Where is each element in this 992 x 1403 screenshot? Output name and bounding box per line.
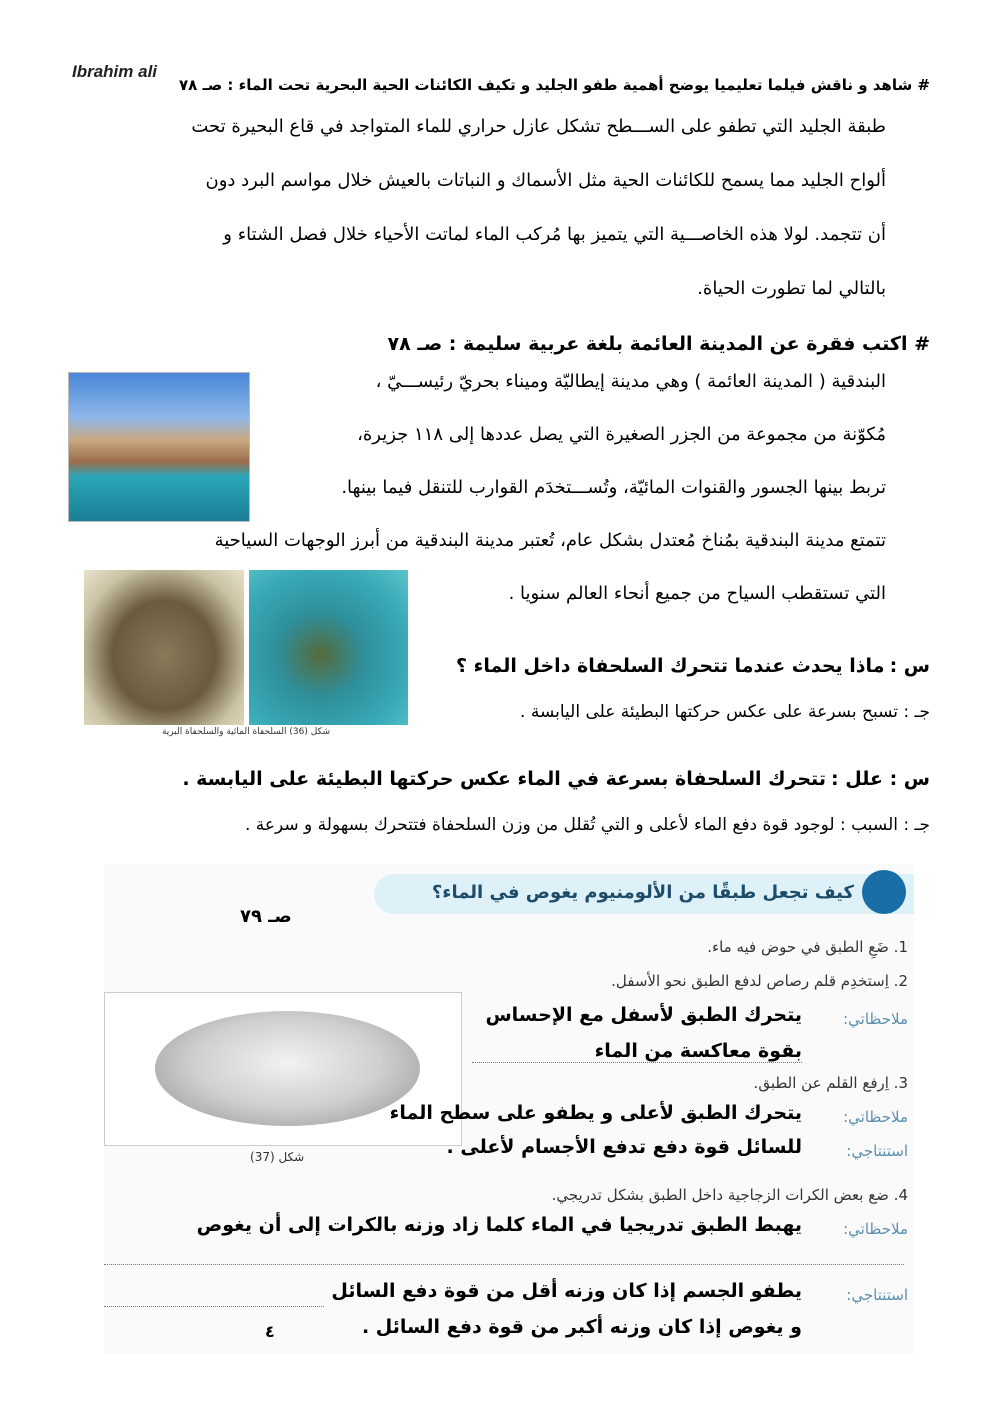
observation-4: يهبط الطبق تدريجيا في الماء كلما زاد وزنه بالكرات إلى أن يغوص: [196, 1214, 802, 1236]
paragraph-line: تتمتع مدينة البندقية بمُناخ مُعتدل بشكل عام، تُعتبر مدينة البندقية من أبرز الوجهات السياحية: [214, 530, 886, 551]
conclusion-3: للسائل قوة دفع تدفع الأجسام لأعلى .: [446, 1136, 802, 1158]
turtle-figure: [84, 570, 408, 745]
paragraph-line: أن تتجمد. لولا هذه الخاصـــية التي يتميز بها مُركب الماء لماتت الأحياء خلال فصل الشتاء و: [223, 224, 886, 245]
question-1: [430, 655, 930, 677]
conclusion-label: استنتاجي:: [846, 1142, 908, 1160]
page-reference: صـ ٧٩: [240, 906, 292, 927]
question-text: ماذا يحدث عندما تتحرك السلحفاة داخل الماء ؟: [456, 655, 885, 677]
paragraph-line: تربط بينها الجسور والقنوات المائيّة، وتُســـتخدَم القوارب للتنقل فيما بينها.: [341, 477, 886, 498]
dotted-line: [104, 1262, 904, 1265]
conclusion-4-line1: يطفو الجسم إذا كان وزنه أقل من قوة دفع السائل: [331, 1280, 802, 1302]
question-2: [170, 768, 930, 790]
sea-turtle-photo: [249, 570, 408, 725]
question-label: س :: [889, 655, 930, 677]
paragraph-line: بالتالي لما تطورت الحياة.: [697, 278, 886, 299]
venice-photo: [68, 372, 250, 522]
dotted-line: [104, 1304, 324, 1307]
task2-paragraph: [266, 355, 886, 514]
flask-icon: [862, 870, 906, 914]
observation-label: ملاحظاتي:: [843, 1220, 908, 1238]
task2-prompt: # اكتب فقرة عن المدينة العائمة بلغة عربية سليمة : صـ ٧٨: [387, 333, 930, 355]
step-2: 2. اِستخدِم قلم رصاص لدفع الطبق نحو الأسفل.: [611, 972, 908, 990]
author-name: Ibrahim ali: [72, 62, 158, 81]
conclusion-label: استنتاجي:: [846, 1286, 908, 1304]
land-tortoise-photo: [84, 570, 244, 725]
step-1: 1. ضَعِ الطبق في حوض فيه ماء.: [707, 938, 908, 956]
activity-title: كيف تجعل طبقًا من الألومنيوم يغوص في الماء؟: [431, 882, 854, 903]
figure36-caption: شكل (36) السلحفاة المائية والسلحفاة البرية: [161, 727, 331, 737]
observation-label: ملاحظاتي:: [843, 1108, 908, 1126]
answer-1: جـ : تسبح بسرعة على عكس حركتها البطيئة على اليابسة .: [520, 702, 930, 722]
conclusion-4-line2: و يغوص إذا كان وزنه أكبر من قوة دفع السائل .: [361, 1316, 802, 1338]
paragraph-line: طبقة الجليد التي تطفو على الســـطح تشكل عازل حراري للماء المتواجد في قاع البحيرة تحت: [191, 116, 886, 137]
step-3: 3. اِرفع القلم عن الطبق.: [753, 1074, 908, 1092]
observation-2-line2: بقوة معاكسة من الماء: [472, 1040, 802, 1063]
observation-2-line1: يتحرك الطبق لأسفل مع الإحساس: [485, 1004, 802, 1026]
figure37-caption: شكل (37): [250, 1150, 305, 1164]
paragraph-line: البندقية ( المدينة العائمة ) وهي مدينة إيطاليّة وميناء بحريّ رئيســـيّ ،: [375, 371, 886, 392]
observation-3: يتحرك الطبق لأعلى و يطفو على سطح الماء: [389, 1102, 802, 1124]
step-4: 4. ضع بعض الكرات الزجاجية داخل الطبق بشكل تدريجي.: [551, 1186, 908, 1204]
answer-2: جـ : السبب : لوجود قوة دفع الماء لأعلى و التي تُقلل من وزن السلحفاة فتتحرك بسهولة و سرعة .: [244, 815, 930, 835]
question-text: تتحرك السلحفاة بسرعة في الماء عكس حركتها البطيئة على اليابسة .: [182, 768, 826, 790]
question-label: س : علل :: [831, 768, 930, 790]
paragraph-line: التي تستقطب السياح من جميع أنحاء العالم سنويا .: [508, 583, 886, 604]
observation-label: ملاحظاتي:: [843, 1010, 908, 1028]
page-number: ٤: [265, 1322, 275, 1341]
pan-shape: [155, 1011, 420, 1126]
task1-paragraph: [86, 100, 886, 316]
task1-prompt: # شاهد و ناقش فيلما تعليميا يوضح أهمية طفو الجليد و تكيف الكائنات الحية البحرية تحت الماء : صـ ٧٨: [179, 76, 930, 94]
paragraph-line: مُكوّنة من مجموعة من الجزر الصغيرة التي يصل عددها إلى ١١٨ جزيرة،: [357, 424, 886, 445]
paragraph-line: ألواح الجليد مما يسمح للكائنات الحية مثل الأسماك و النباتات بالعيش خلال مواسم البرد دون: [205, 170, 886, 191]
